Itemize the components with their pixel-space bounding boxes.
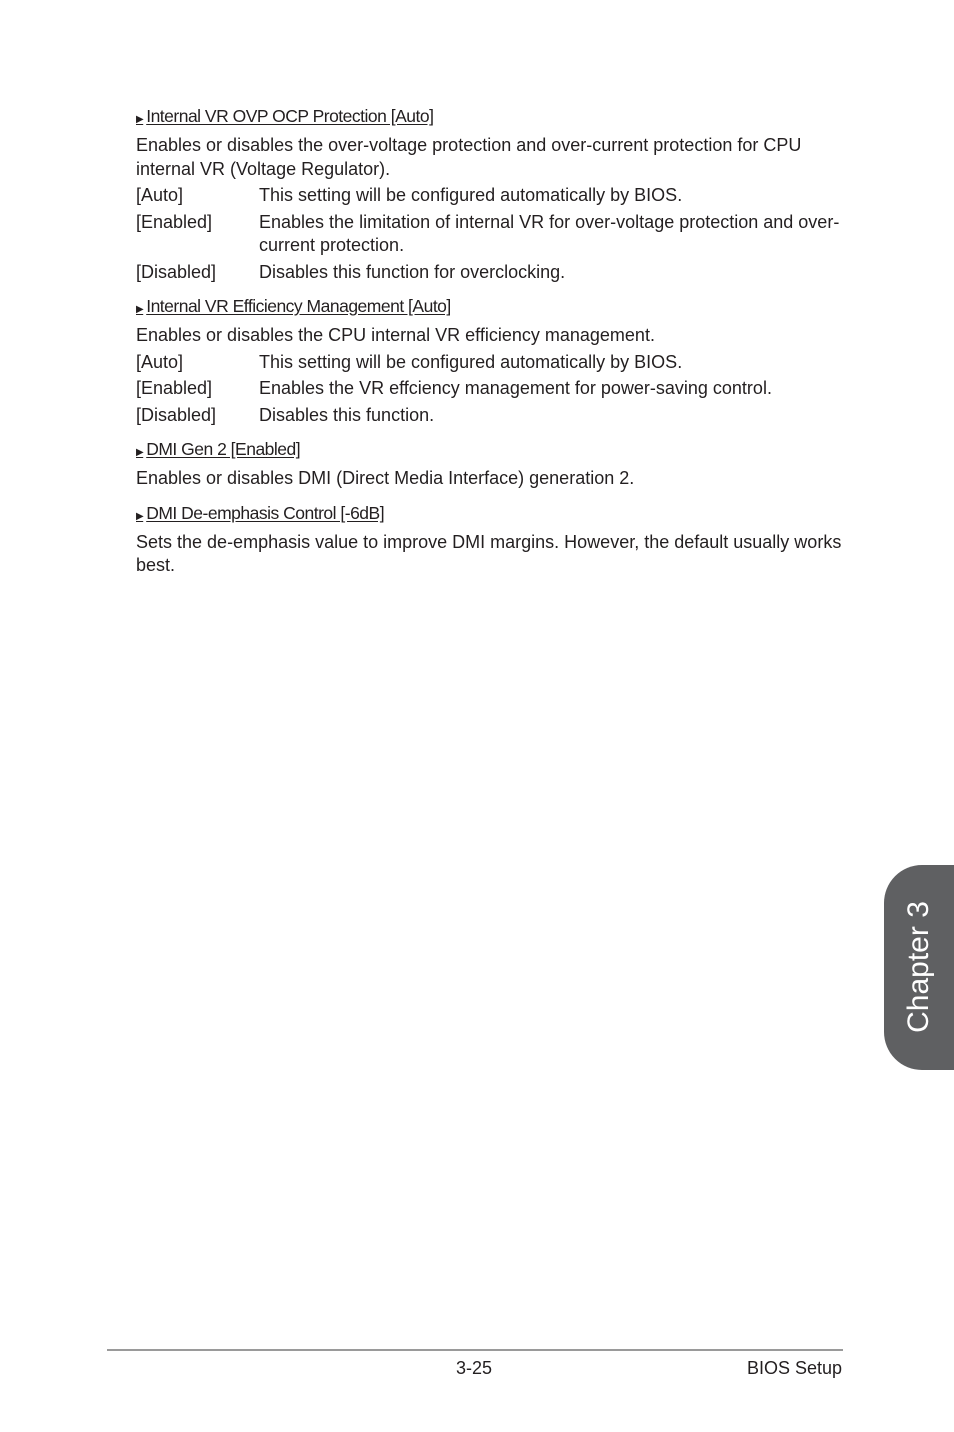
triangle-right-icon: ▶ [136, 304, 144, 315]
section-description: Enables or disables DMI (Direct Media Interface) generation 2. [136, 468, 635, 488]
option-key: [Disabled] [136, 404, 217, 425]
option-row [136, 184, 848, 208]
section-vr-ovp-ocp [136, 104, 848, 284]
footer-title: BIOS Setup [746, 1358, 842, 1378]
chapter-tab-label: Chapter 3 [902, 901, 935, 1033]
section-heading-text: DMI Gen 2 [Enabled] [146, 439, 301, 459]
option-row [136, 351, 848, 375]
section-heading [136, 294, 848, 322]
section-heading [136, 104, 848, 132]
section-heading-text: DMI De-emphasis Control [-6dB] [146, 502, 385, 523]
option-key: [Enabled] [136, 378, 213, 398]
option-row [136, 377, 848, 401]
section-heading-text: Internal VR Efficiency Management [Auto] [146, 296, 451, 316]
section-heading [136, 501, 848, 529]
option-description: Disables this function. [259, 404, 435, 425]
triangle-right-icon: ▶ [136, 114, 144, 125]
option-key: [Auto] [136, 185, 184, 205]
option-description: This setting will be configured automatically by BIOS. [259, 185, 683, 205]
section-description: Sets the de-emphasis value to improve DMI margins. However, the default usually works best. [136, 531, 842, 575]
option-key: [Auto] [136, 351, 184, 372]
section-dmi-deemphasis [136, 501, 848, 578]
option-row [136, 211, 848, 258]
option-description: Enables the limitation of internal VR for over-voltage protection and over-current protection. [259, 211, 840, 255]
option-key: [Disabled] [136, 261, 217, 282]
option-description: Enables the VR effciency management for power-saving control. [259, 378, 772, 398]
option-row [136, 261, 848, 285]
footer-divider [107, 1349, 843, 1351]
option-row [136, 404, 848, 428]
page-number: 3-25 [456, 1358, 493, 1378]
section-description: Enables or disables the over-voltage protection and over-current protection for CPU internal VR (Voltage Regulator). [136, 135, 802, 179]
triangle-right-icon: ▶ [136, 447, 144, 458]
document-body [136, 104, 848, 588]
triangle-right-icon: ▶ [136, 510, 144, 522]
option-description: Disables this function for overclocking. [259, 261, 566, 282]
section-vr-efficiency [136, 294, 848, 427]
option-key: [Enabled] [136, 211, 213, 232]
section-heading [136, 437, 848, 465]
section-description: Enables or disables the CPU internal VR efficiency management. [136, 325, 655, 345]
section-dmi-gen2 [136, 437, 848, 491]
section-heading-text: Internal VR OVP OCP Protection [Auto] [146, 106, 434, 126]
option-description: This setting will be configured automatically by BIOS. [259, 351, 683, 372]
